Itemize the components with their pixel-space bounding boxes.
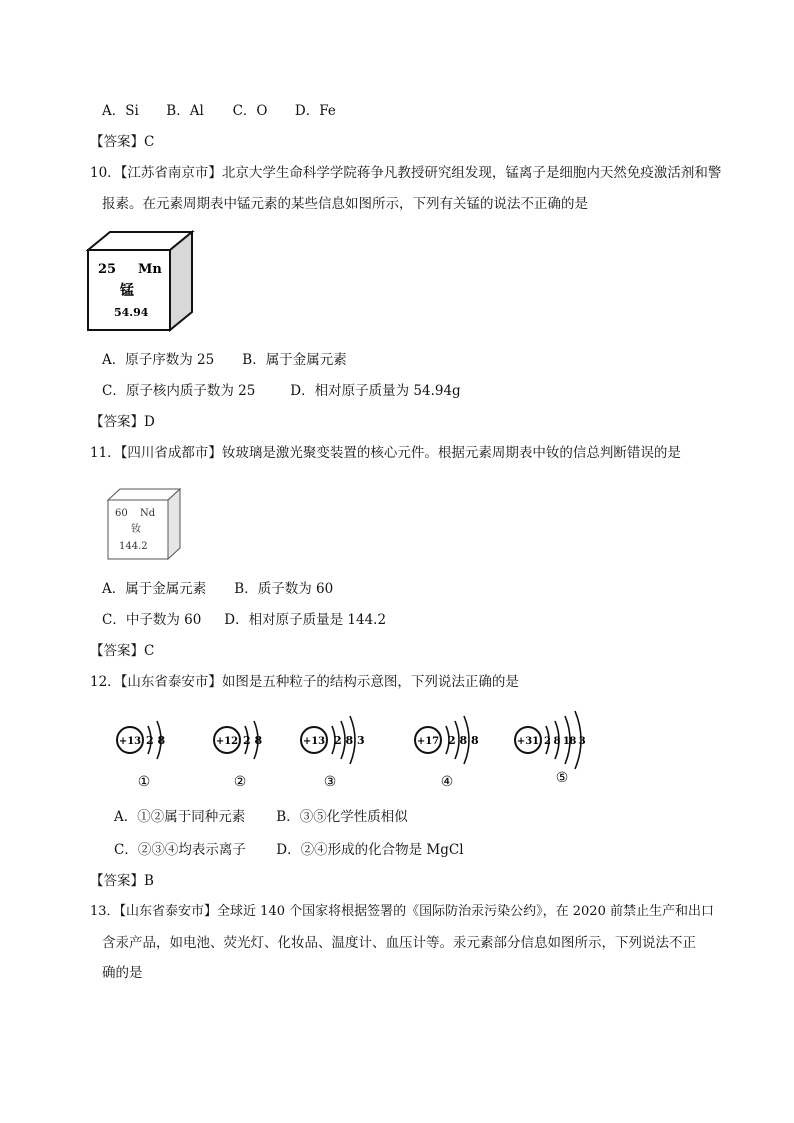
q9-answer: 【答案】C (90, 134, 155, 150)
particle-3 (301, 716, 365, 790)
q10-option-b: B．属于金属元素 (242, 352, 347, 368)
q10-atomic-mass: 54.94 (114, 306, 149, 319)
q9-options (102, 102, 336, 120)
q13-stem-line1: 13．【山东省泰安市】全球近 140 个国家将根据签署的《国际防治汞污染公约》，在 2020 前禁止生产和出口 (90, 904, 714, 919)
q9-option-a: A．Si (102, 103, 139, 119)
q11-answer: 【答案】C (90, 643, 155, 659)
q11-option-a: A．属于金属元素 (102, 581, 207, 597)
particle-2-shells: 2 8 (243, 734, 263, 747)
q12-stem-line1: 12．【山东省泰安市】如图是五种粒子的结构示意图，下列说法正确的是 (90, 674, 519, 690)
q11-element-name: 钕 (131, 524, 141, 535)
particle-3-nucleus: +13 (302, 736, 326, 747)
particle-1-nucleus: +13 (118, 736, 142, 747)
particle-3-label: ③ (323, 774, 337, 790)
q12-option-a: A．①②属于同种元素 (114, 809, 246, 825)
particle-5 (515, 711, 586, 786)
particle-2 (214, 721, 262, 790)
q11-option-d: D．相对原子质量是 144.2 (224, 612, 387, 628)
particle-2-nucleus: +12 (215, 736, 239, 747)
particle-1 (117, 721, 165, 790)
q11-atomic-mass: 144.2 (119, 541, 148, 552)
q12-options-row2 (114, 841, 464, 859)
q10-atomic-number: 25 (98, 262, 117, 277)
q11-element-card (106, 486, 186, 562)
q9-option-b: B．Al (166, 103, 204, 119)
particle-4-label: ④ (440, 774, 454, 790)
q10-stem-line1: 10．【江苏省南京市】北京大学生命科学学院蒋争凡教授研究组发现，锰离子是细胞内天然免疫激活剂和警 (90, 165, 722, 181)
particle-1-shells: 2 8 (146, 734, 166, 747)
q10-element-symbol: Mn (138, 262, 162, 277)
q12-options-row1 (114, 808, 408, 826)
q10-element-card (86, 228, 196, 333)
particle-5-shells: 2 8 18 3 (544, 736, 586, 747)
particle-4-nucleus: +17 (416, 736, 440, 747)
q11-atomic-number: 60 (115, 508, 128, 519)
q11-options-row2 (102, 611, 386, 629)
q12-option-c: C．②③④均表示离子 (114, 842, 246, 858)
q9-option-c: C．O (232, 103, 268, 119)
particle-5-label: ⑤ (555, 770, 569, 786)
q11-options-row1 (102, 580, 333, 598)
q10-options-row2 (102, 382, 461, 400)
q12-particle-diagrams (110, 706, 600, 792)
particle-4 (415, 716, 479, 790)
particle-4-shells: 2 8 8 (448, 734, 479, 747)
q11-element-symbol: Nd (140, 508, 156, 519)
particle-1-label: ① (137, 774, 151, 790)
q10-option-a: A．原子序数为 25 (102, 352, 215, 368)
q11-option-b: B．质子数为 60 (234, 581, 334, 597)
q10-option-c: C．原子核内质子数为 25 (102, 383, 256, 399)
q10-element-name: 锰 (120, 283, 134, 299)
particle-2-label: ② (233, 774, 247, 790)
q13-stem-line3: 确的是 (102, 965, 143, 981)
q10-stem-line2: 报素。在元素周期表中锰元素的某些信息如图所示，下列有关锰的说法不正确的是 (102, 196, 588, 212)
particle-5-nucleus: +31 (516, 736, 540, 747)
q12-option-b: B．③⑤化学性质相似 (276, 809, 408, 825)
q12-answer: 【答案】B (90, 873, 154, 889)
q10-options-row1 (102, 351, 347, 369)
particle-3-shells: 2 8 3 (334, 734, 365, 747)
q10-answer: 【答案】D (90, 414, 155, 430)
q10-option-d: D．相对原子质量为 54.94g (290, 383, 461, 399)
q9-option-d: D．Fe (294, 103, 336, 119)
q11-option-c: C．中子数为 60 (102, 612, 202, 628)
q11-stem-line1: 11．【四川省成都市】钕玻璃是激光聚变装置的核心元件。根据元素周期表中钕的信总判断错误的是 (90, 445, 681, 461)
q12-option-d: D．②④形成的化合物是 MgCl (276, 842, 464, 858)
q13-stem-line2: 含汞产品，如电池、荧光灯、化妆品、温度计、血压计等。汞元素部分信息如图所示，下列说法不正 (102, 935, 696, 951)
